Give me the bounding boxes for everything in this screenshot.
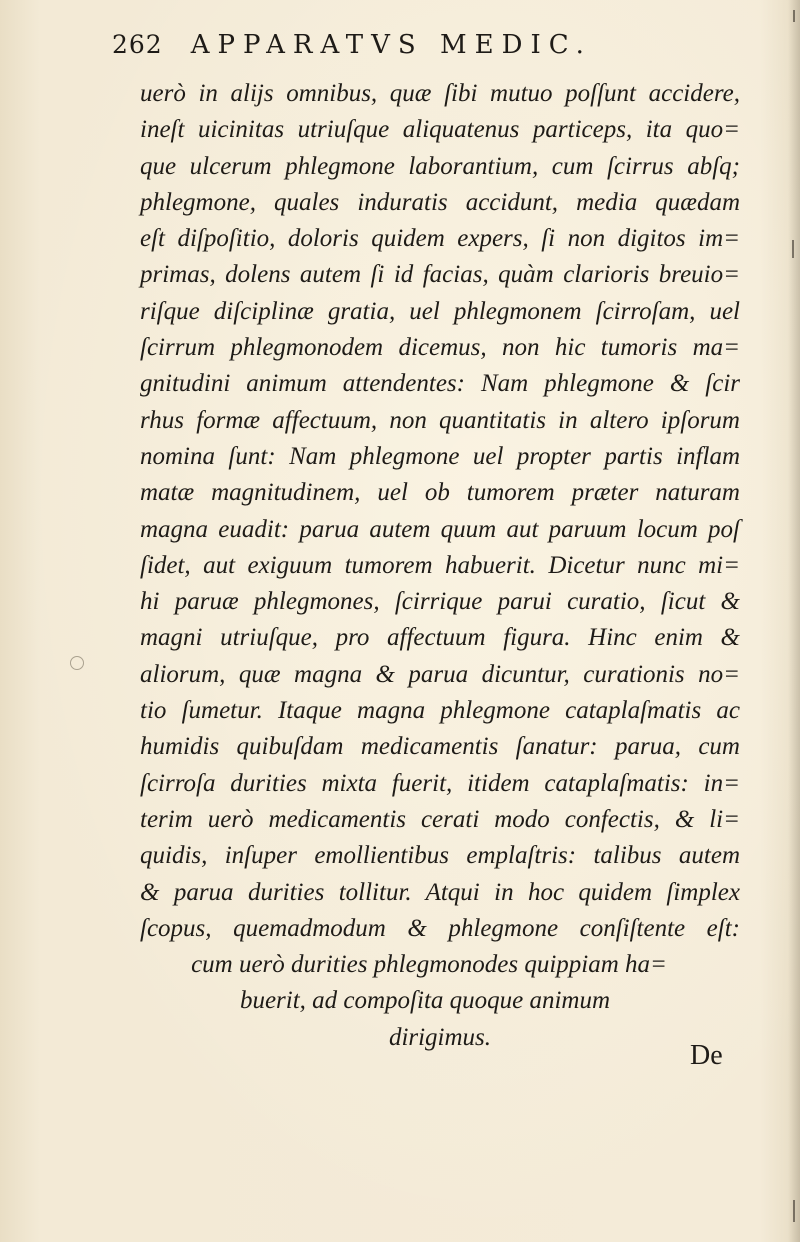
closing-line: buerit, ad compoſita quoque animum: [239, 987, 611, 1015]
text-line: tio ſumetur. Itaque magna phlegmone cataplaſmatis ac: [140, 697, 740, 725]
text-line: nomina ſunt: Nam phlegmone uel propter partis inflam: [140, 442, 740, 470]
text-line: rhus formæ affectuum, non quantitatis in altero ipſorum: [140, 406, 740, 434]
text-line: & parua durities tollitur. Atqui in hoc quidem ſimplex: [140, 878, 740, 906]
text-line: phlegmone, quales induratis accidunt, media quædam: [140, 188, 740, 216]
text-line: terim uerò medicamentis cerati modo confectis, & li=: [140, 805, 740, 833]
margin-circle-mark: [70, 656, 84, 670]
edge-tick-mark: [793, 10, 795, 22]
text-line: matæ magnitudinem, uel ob tumorem præter naturam: [140, 479, 740, 507]
catchword: De: [690, 1040, 723, 1071]
text-line: humidis quibuſdam medicamentis ſanatur: parua, cum: [140, 733, 740, 761]
edge-tick-mark: [792, 240, 794, 258]
closing-line: dirigimus.: [388, 1023, 492, 1051]
page-number: 262: [112, 30, 163, 59]
text-line: uerò in alijs omnibus, quæ ſibi mutuo poſſunt accidere,: [140, 80, 740, 107]
text-line: riſque diſciplinæ gratia, uel phlegmonem ſcirroſam, uel: [140, 297, 740, 325]
text-line: primas, dolens autem ſi id facias, quàm clarioris breuio=: [140, 261, 740, 289]
text-line: quidis, inſuper emollientibus emplaſtris: talibus autem: [140, 842, 740, 870]
text-line: eſt diſpoſitio, doloris quidem expers, ſi non digitos im=: [140, 225, 740, 253]
text-line: ſcirrum phlegmonodem dicemus, non hic tumoris ma=: [140, 334, 740, 362]
text-line: magna euadit: parua autem quum aut paruum locum poſ: [140, 515, 740, 543]
running-head: APPARATVS MEDIC.: [190, 30, 592, 60]
page-header: [112, 30, 672, 70]
edge-tick-mark: [793, 1200, 795, 1222]
text-line: ineſt uicinitas utriuſque aliquatenus particeps, ita quo=: [140, 116, 740, 144]
text-line: ſcopus, quemadmodum & phlegmone conſiſtente eſt:: [140, 914, 740, 942]
page-edge-shadow: [788, 0, 800, 1242]
text-line: aliorum, quæ magna & parua dicuntur, curationis no=: [140, 660, 740, 688]
text-line: hi paruæ phlegmones, ſcirrique parui curatio, ſicut &: [140, 588, 740, 616]
body-text: [140, 76, 740, 1056]
text-line: ſidet, aut exiguum tumorem habuerit. Dicetur nunc mi=: [140, 551, 740, 579]
closing-line: cum uerò durities phlegmonodes quippiam ha=: [191, 951, 667, 979]
text-line: gnitudini animum attendentes: Nam phlegmone & ſcir: [140, 370, 740, 398]
text-line: ſcirroſa durities mixta fuerit, itidem cataplaſmatis: in=: [140, 769, 740, 797]
text-line: magni utriuſque, pro affectuum figura. Hinc enim &: [140, 624, 740, 652]
text-line: que ulcerum phlegmone laborantium, cum ſcirrus abſq;: [140, 152, 740, 180]
